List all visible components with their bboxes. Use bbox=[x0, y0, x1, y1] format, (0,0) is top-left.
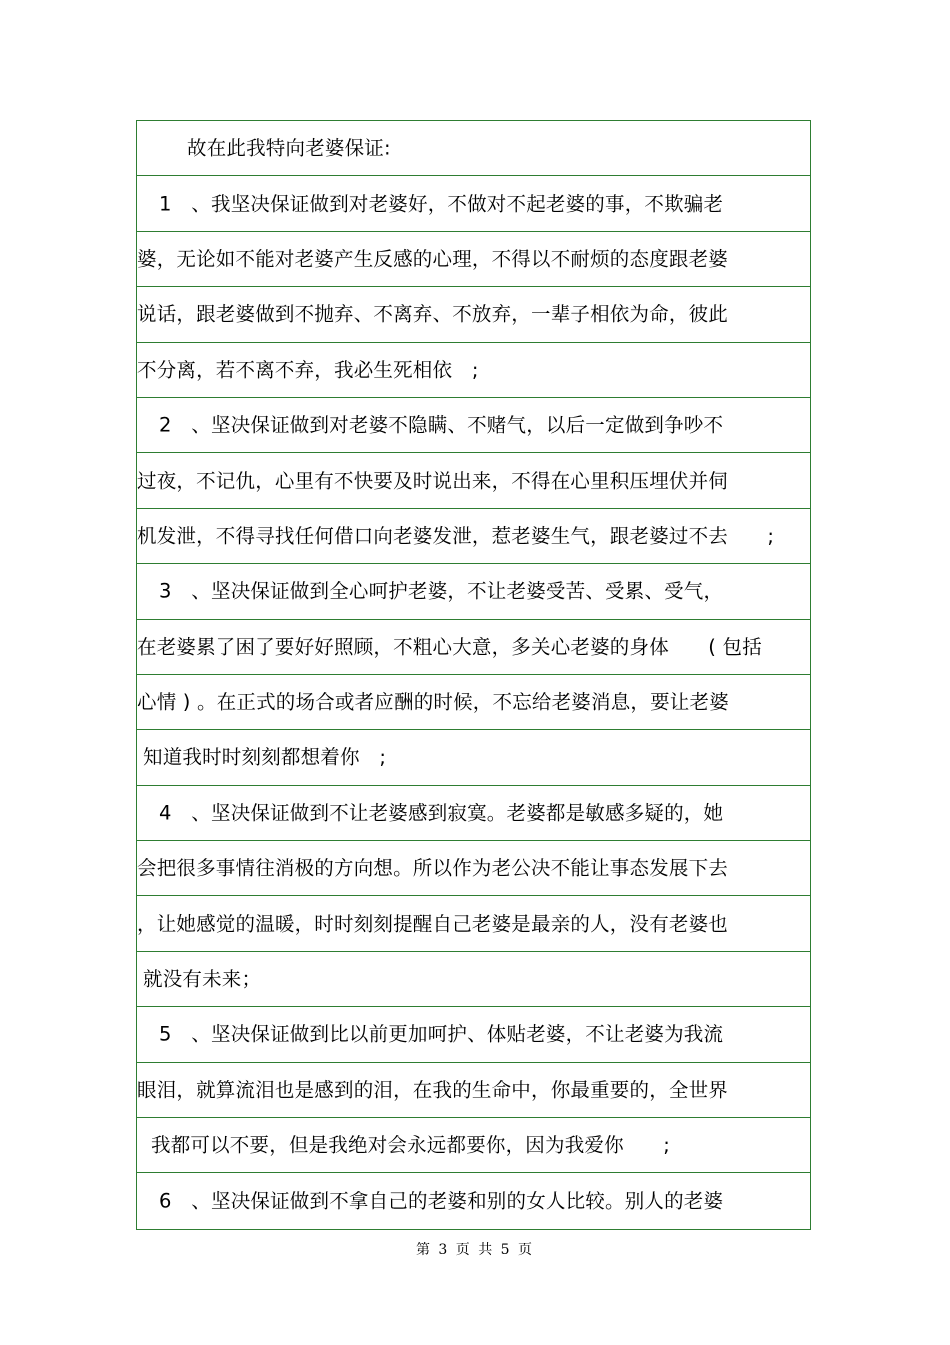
document-table bbox=[136, 120, 811, 1230]
table-row bbox=[137, 398, 810, 453]
table-row bbox=[137, 453, 810, 508]
text-line: ，让她感觉的温暖，时时刻刻提醒自己老婆是最亲的人，没有老婆也 bbox=[137, 911, 729, 935]
text-line: 就没有未来； bbox=[143, 967, 262, 991]
text-line: 不分离，若不离不弃，我必生死相依 ; bbox=[137, 358, 479, 381]
text-line: 我都可以不要，但是我绝对会永远都要你，因为我爱你 ; bbox=[151, 1133, 670, 1157]
text-line: 眼泪，就算流泪也是感到的泪，在我的生命中，你最重要的，全世界 bbox=[137, 1078, 729, 1102]
text-line: 6 、坚决保证做到不拿自己的老婆和别的女人比较。别人的老婆 bbox=[159, 1189, 724, 1213]
text-line: 机发泄，不得寻找任何借口向老婆发泄，惹老婆生气，跟老婆过不去 ; bbox=[137, 524, 775, 548]
table-row bbox=[137, 121, 810, 176]
text-line: 5 、坚决保证做到比以前更加呵护、体贴老婆，不让老婆为我流 bbox=[159, 1022, 724, 1046]
table-row bbox=[137, 1063, 810, 1118]
table-row bbox=[137, 675, 810, 730]
text-line: 2 、坚决保证做到对老婆不隐瞒、不赌气，以后一定做到争吵不 bbox=[159, 413, 724, 437]
table-row bbox=[137, 509, 810, 564]
text-line: 3 、坚决保证做到全心呵护老婆，不让老婆受苦、受累、受气， bbox=[159, 579, 724, 603]
text-line: 1 、我坚决保证做到对老婆好，不做对不起老婆的事，不欺骗老 bbox=[159, 191, 724, 215]
table-row bbox=[137, 287, 810, 342]
text-line: 婆，无论如不能对老婆产生反感的心理，不得以不耐烦的态度跟老婆 bbox=[137, 247, 729, 271]
table-row bbox=[137, 564, 810, 619]
text-line: 故在此我特向老婆保证: bbox=[187, 136, 391, 160]
table-row bbox=[137, 620, 810, 675]
text-line: 说话，跟老婆做到不抛弃、不离弃、不放弃，一辈子相依为命，彼此 bbox=[137, 302, 729, 326]
text-line: 4 、坚决保证做到不让老婆感到寂寞。老婆都是敏感多疑的，她 bbox=[159, 801, 724, 825]
table-row bbox=[137, 952, 810, 1007]
text-line: 会把很多事情往消极的方向想。所以作为老公决不能让事态发展下去 bbox=[137, 856, 729, 880]
table-row bbox=[137, 730, 810, 785]
table-row bbox=[137, 841, 810, 896]
table-row bbox=[137, 1118, 810, 1173]
table-row bbox=[137, 1007, 810, 1062]
table-row bbox=[137, 343, 810, 398]
text-line: 在老婆累了困了要好好照顾，不粗心大意，多关心老婆的身体 ( 包括 bbox=[137, 634, 762, 658]
table-row bbox=[137, 176, 810, 231]
table-row bbox=[137, 896, 810, 951]
table-row bbox=[137, 1173, 810, 1228]
text-line: 过夜，不记仇，心里有不快要及时说出来，不得在心里积压埋伏并伺 bbox=[137, 468, 729, 492]
table-row bbox=[137, 232, 810, 287]
page-footer: 第 3 页 共 5 页 bbox=[415, 1242, 535, 1258]
text-line: 心情 ) 。在正式的场合或者应酬的时候，不忘给老婆消息，要让老婆 bbox=[137, 690, 729, 714]
table-row bbox=[137, 786, 810, 841]
text-line: 知道我时时刻刻都想着你 ; bbox=[143, 745, 387, 769]
